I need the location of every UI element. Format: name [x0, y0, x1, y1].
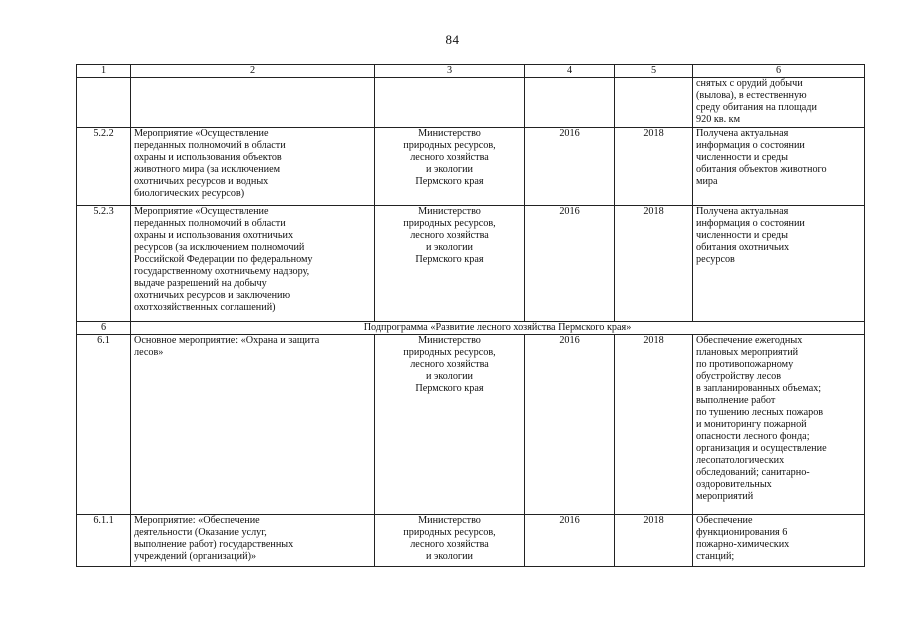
subprogram-row	[77, 322, 865, 335]
row-id	[77, 78, 131, 128]
table-row	[77, 206, 865, 322]
row-name: Основное мероприятие: «Охрана и защита лесов»	[131, 335, 375, 515]
row-id: 6.1	[77, 335, 131, 515]
column-number-5: 5	[615, 65, 693, 78]
table-row	[77, 78, 865, 128]
row-name: Мероприятие «Осуществление переданных полномочий в области охраны и использования охотничьих ресурсов (за исключением полномочий Российской Федерации по федеральному государственному охотничьему надзору, выдаче разрешений на добычу охотничьих ресурсов и заключению охотхозяйственных соглашений)	[131, 206, 375, 322]
subprogram-title: Подпрограмма «Развитие лесного хозяйства Пермского края»	[131, 322, 865, 335]
column-number-4: 4	[525, 65, 615, 78]
row-result: Обеспечение функционирования 6 пожарно-химических станций;	[693, 515, 865, 567]
table-row	[77, 515, 865, 567]
row-start-year: 2016	[525, 515, 615, 567]
column-number-6: 6	[693, 65, 865, 78]
row-result: Получена актуальная информация о состоянии численности и среды обитания объектов животного мира	[693, 128, 865, 206]
row-start-year: 2016	[525, 128, 615, 206]
row-result: снятых с орудий добычи (вылова), в естественную среду обитания на площади 920 кв. км	[693, 78, 865, 128]
row-start-year	[525, 78, 615, 128]
row-start-year: 2016	[525, 335, 615, 515]
row-result: Получена актуальная информация о состоянии численности и среды обитания охотничьих ресурсов	[693, 206, 865, 322]
row-responsible	[375, 78, 525, 128]
measures-table	[76, 64, 865, 567]
row-end-year	[615, 78, 693, 128]
row-id: 5.2.3	[77, 206, 131, 322]
row-end-year: 2018	[615, 335, 693, 515]
row-end-year: 2018	[615, 128, 693, 206]
row-responsible: Министерство природных ресурсов, лесного хозяйства и экологии Пермского края	[375, 206, 525, 322]
row-end-year: 2018	[615, 515, 693, 567]
column-number-3: 3	[375, 65, 525, 78]
row-name	[131, 78, 375, 128]
row-id: 5.2.2	[77, 128, 131, 206]
column-number-2: 2	[131, 65, 375, 78]
row-end-year: 2018	[615, 206, 693, 322]
row-id: 6.1.1	[77, 515, 131, 567]
row-name: Мероприятие «Осуществление переданных полномочий в области охраны и использования объектов животного мира (за исключением охотничьих ресурсов и водных биологических ресурсов)	[131, 128, 375, 206]
row-responsible: Министерство природных ресурсов, лесного хозяйства и экологии Пермского края	[375, 335, 525, 515]
row-start-year: 2016	[525, 206, 615, 322]
row-name: Мероприятие: «Обеспечение деятельности (Оказание услуг, выполнение работ) государственных учреждений (организаций)»	[131, 515, 375, 567]
subprogram-id: 6	[77, 322, 131, 335]
row-result: Обеспечение ежегодных плановых мероприятий по противопожарному обустройству лесов в запланированных объемах; выполнение работ по тушению лесных пожаров и мониторингу пожарной опасности лесного фонда; организация и осуществление лесопатологических обследований; санитарно- оздоровительных мероприятий	[693, 335, 865, 515]
table-row	[77, 128, 865, 206]
page-number: 84	[445, 32, 460, 47]
column-number-1: 1	[77, 65, 131, 78]
column-number-row	[77, 65, 865, 78]
row-responsible: Министерство природных ресурсов, лесного хозяйства и экологии	[375, 515, 525, 567]
table-row	[77, 335, 865, 515]
row-responsible: Министерство природных ресурсов, лесного хозяйства и экологии Пермского края	[375, 128, 525, 206]
